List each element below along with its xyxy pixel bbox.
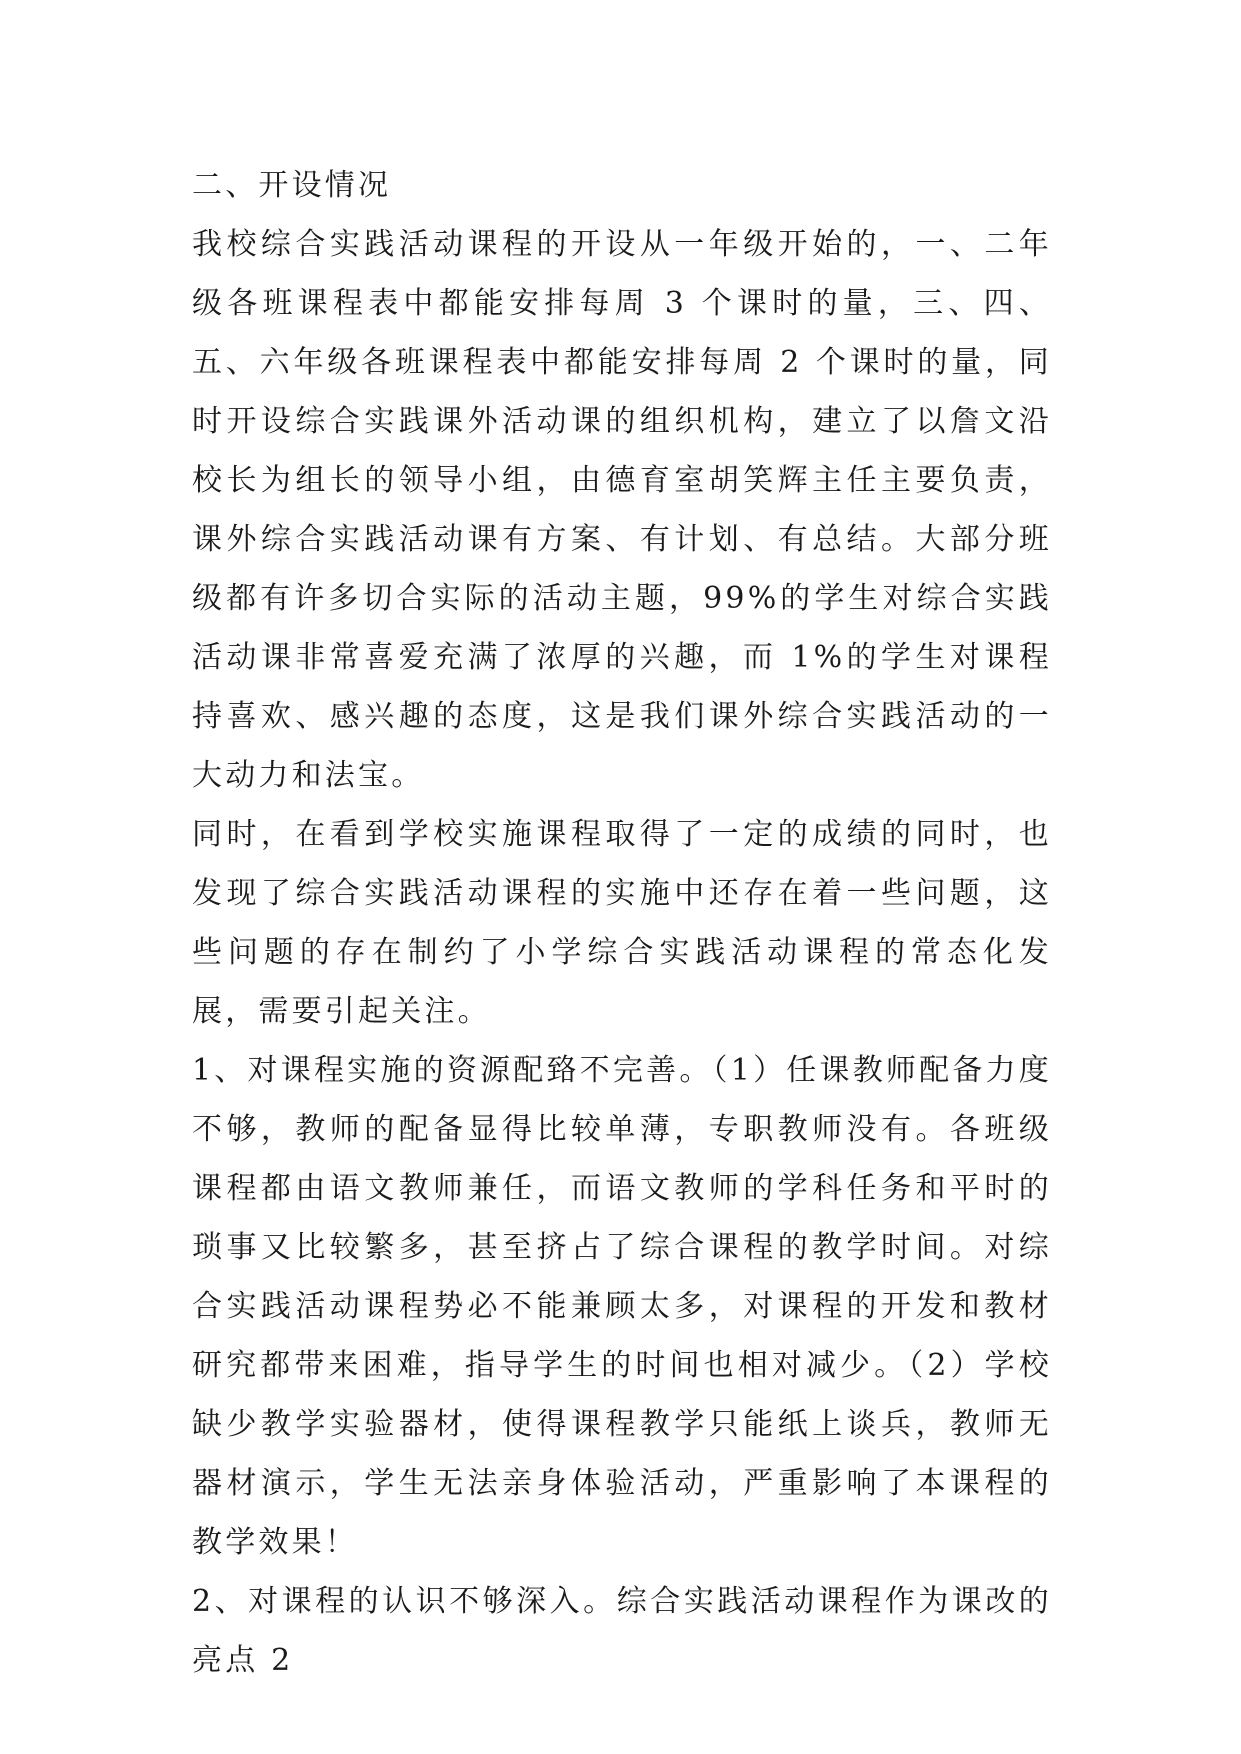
document-page bbox=[192, 156, 1052, 1690]
paragraph-overview: 我校综合实践活动课程的开设从一年级开始的，一、二年级各班课程表中都能安排每周 3 个课时的量，三、四、五、六年级各班课程表中都能安排每周 2 个课时的量，同时开设综合实践课外活动课的组织机构，建立了以詹文沿校长为组长的领导小组，由德育室胡笑辉主任主要负责，课外综合实践活动课有方案、有计划、有总结。大部分班级都有许多切合实际的活动主题，99%的学生对综合实践活动课非常喜爱充满了浓厚的兴趣，而 1%的学生对课程持喜欢、感兴趣的态度，这是我们课外综合实践活动的一大动力和法宝。 bbox=[192, 227, 1052, 793]
paragraph-problem-2: 2、对课程的认识不够深入。综合实践活动课程作为课改的亮点 2 bbox=[192, 1584, 1052, 1678]
paragraph-problems-intro: 同时，在看到学校实施课程取得了一定的成绩的同时，也发现了综合实践活动课程的实施中还存在着一些问题，这些问题的存在制约了小学综合实践活动课程的常态化发展，需要引起关注。 bbox=[192, 817, 1052, 1029]
paragraph-problem-1: 1、对课程实施的资源配臵不完善。（1）任课教师配备力度不够，教师的配备显得比较单薄，专职教师没有。各班级课程都由语文教师兼任，而语文教师的学科任务和平时的琐事又比较繁多，甚至挤占了综合课程的教学时间。对综合实践活动课程势必不能兼顾太多，对课程的开发和教材研究都带来困难，指导学生的时间也相对减少。（2）学校缺少教学实验器材，使得课程教学只能纸上谈兵，教师无器材演示，学生无法亲身体验活动，严重影响了本课程的教学效果！ bbox=[192, 1053, 1052, 1560]
section-heading: 二、开设情况 bbox=[192, 168, 392, 203]
